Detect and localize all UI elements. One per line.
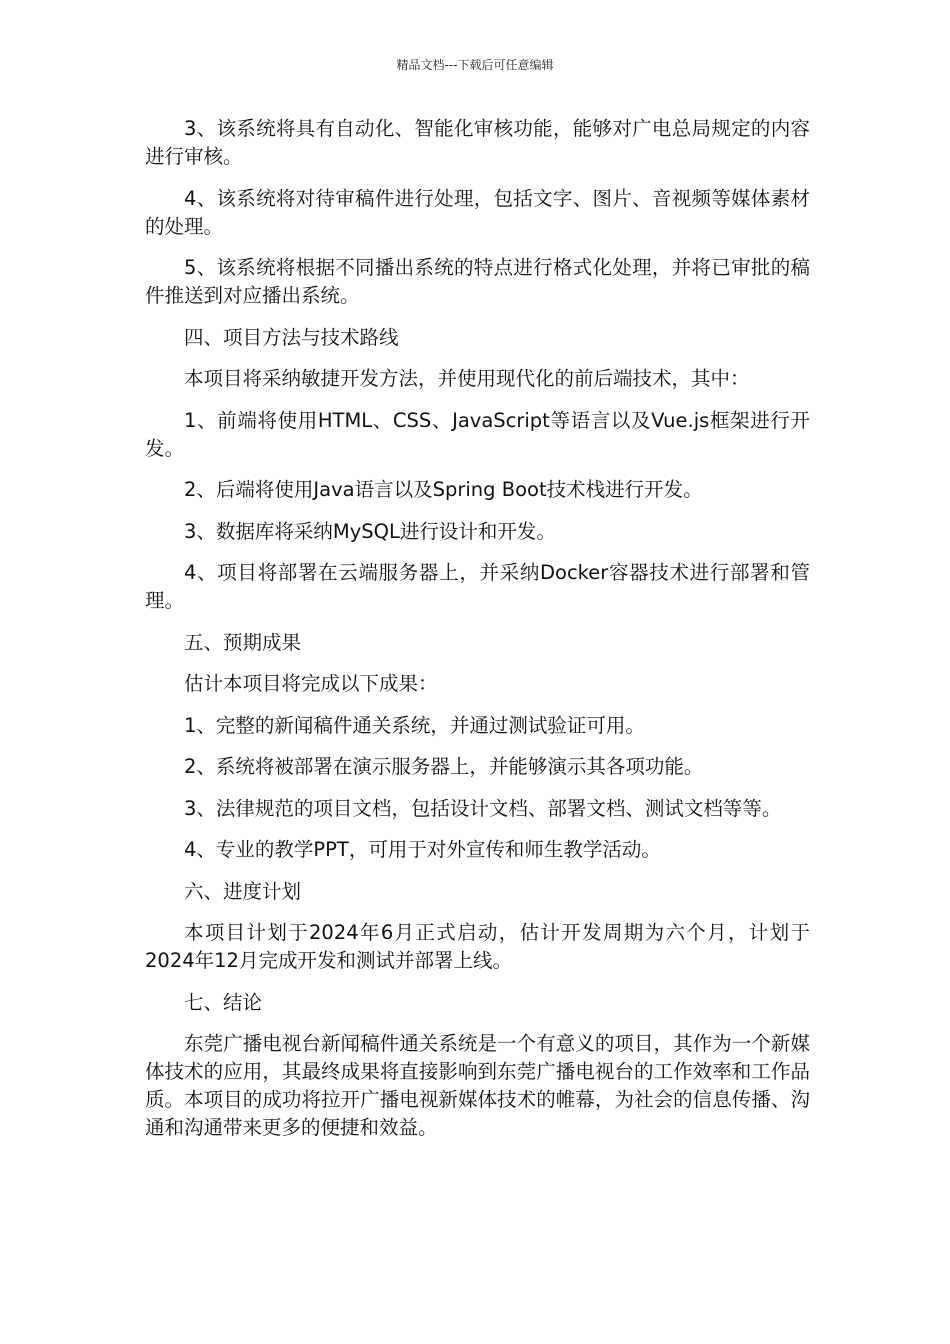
list-item-outcome-4: 4、专业的教学PPT，可用于对外宣传和师生教学活动。 bbox=[184, 838, 661, 861]
page-header: 精品文档---下载后可任意编辑 bbox=[396, 58, 554, 72]
list-item-database: 3、数据库将采纳MySQL进行设计和开发。 bbox=[184, 519, 556, 543]
section-heading-outcomes: 五、预期成果 bbox=[184, 630, 302, 654]
list-item-deployment: 4、项目将部署在云端服务器上，并采纳Docker容器技术进行部署和管理。 bbox=[145, 561, 810, 612]
list-item-system-3: 3、该系统将具有自动化、智能化审核功能，能够对广电总局规定的内容进行审核。 bbox=[145, 117, 810, 168]
conclusion-text: 东莞广播电视台新闻稿件通关系统是一个有意义的项目，其作为一个新媒体技术的应用，其最终成果将直接影响到东莞广播电视台的工作效率和工作品质。本项目的成功将拉开广播电视新媒体技术的帷幕，为社会的信息传播、沟通和沟通带来更多的便捷和效益。 bbox=[145, 1032, 810, 1139]
document-body bbox=[145, 115, 810, 1156]
list-item-frontend: 1、前端将使用HTML、CSS、JavaScript等语言以及Vue.js框架进行开发。 bbox=[145, 408, 810, 460]
list-item-backend: 2、后端将使用Java语言以及Spring Boot技术栈进行开发。 bbox=[184, 478, 703, 501]
list-item-outcome-3: 3、法律规范的项目文档，包括设计文档、部署文档、测试文档等等。 bbox=[184, 796, 782, 820]
section-heading-methods: 四、项目方法与技术路线 bbox=[184, 325, 399, 349]
list-item-outcome-2: 2、系统将被部署在演示服务器上，并能够演示其各项功能。 bbox=[184, 755, 704, 778]
list-item-system-4: 4、该系统将对待审稿件进行处理，包括文字、图片、音视频等媒体素材的处理。 bbox=[145, 186, 810, 238]
outcomes-intro: 估计本项目将完成以下成果： bbox=[184, 672, 438, 695]
section-heading-conclusion: 七、结论 bbox=[184, 990, 263, 1014]
schedule-text: 本项目计划于2024年6月正式启动，估计开发周期为六个月，计划于2024年12月完成开发和测试并部署上线。 bbox=[145, 921, 810, 972]
list-item-system-5: 5、该系统将根据不同播出系统的特点进行格式化处理，并将已审批的稿件推送到对应播出系统。 bbox=[145, 256, 810, 307]
methods-intro: 本项目将采纳敏捷开发方法，并使用现代化的前后端技术，其中： bbox=[184, 367, 750, 390]
list-item-outcome-1: 1、完整的新闻稿件通关系统，并通过测试验证可用。 bbox=[184, 713, 645, 737]
section-heading-schedule: 六、进度计划 bbox=[184, 879, 302, 903]
